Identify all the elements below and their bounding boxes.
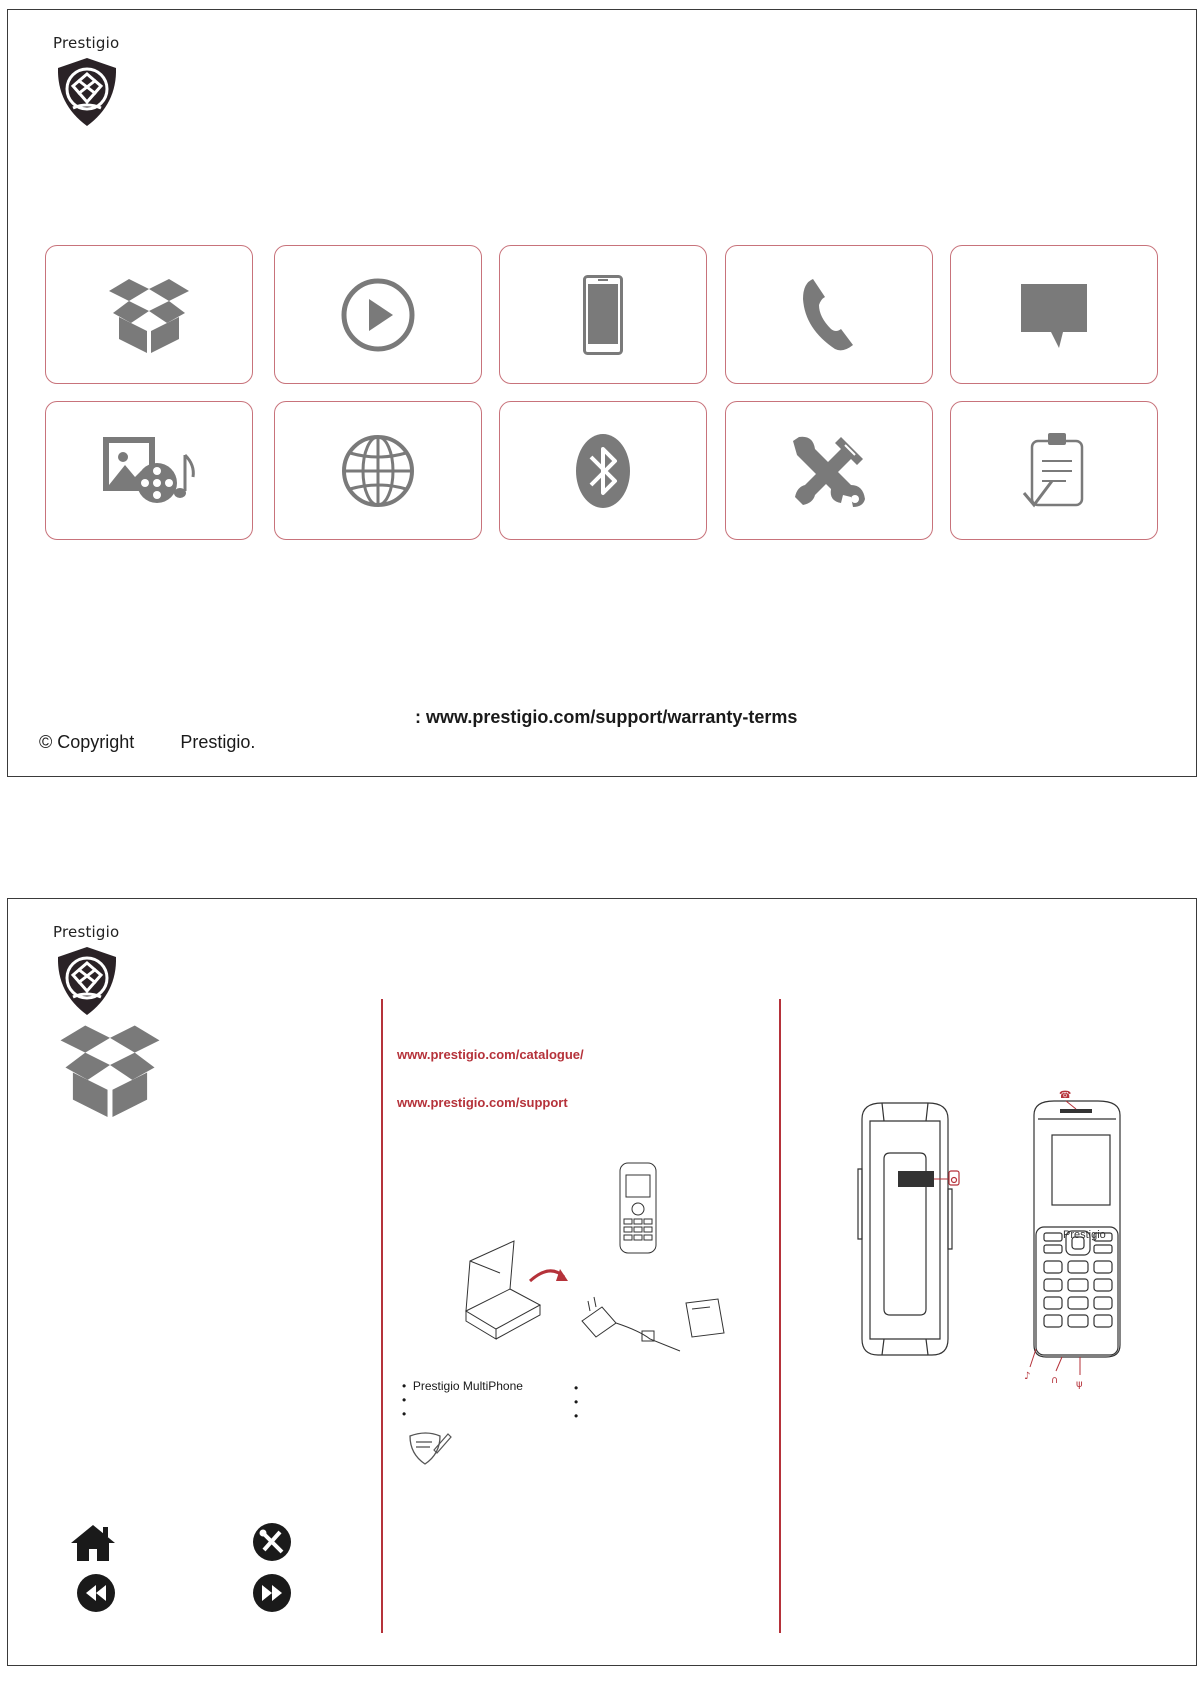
bluetooth-icon [575,433,631,509]
device-overview-illustration [848,1090,1158,1390]
speaker-grille [898,1171,934,1187]
tile-calls[interactable] [725,245,933,384]
box-icon [56,1023,164,1117]
open-box-drawing [466,1241,540,1339]
clipboard-icon [1022,431,1086,511]
tools-icon [791,433,867,509]
tile-internet[interactable] [274,401,482,540]
globe-icon [340,433,416,509]
package-contents-illustration [460,1161,730,1381]
camera-icon [949,1171,959,1185]
list-item: • [402,1393,407,1407]
brand-name: Prestigio [53,923,120,941]
warranty-prefix: : [415,707,426,727]
list-item: • [574,1381,579,1395]
warranty-url[interactable]: www.prestigio.com/support/warranty-terms [426,707,798,727]
tile-messaging[interactable] [950,245,1158,384]
tools-icon[interactable] [252,1522,292,1562]
package-list-right [574,1381,578,1423]
tile-settings[interactable] [725,401,933,540]
phone-screen-brand: Prestigio [1063,1229,1106,1241]
column-divider-right [779,999,781,1633]
catalogue-link[interactable]: www.prestigio.com/catalogue/ [397,1047,584,1062]
earpiece [1060,1109,1092,1113]
cover-page [7,9,1197,777]
package-list-left [402,1379,523,1421]
prestigio-shield-logo [54,945,120,1017]
package-item-phone: Prestigio MultiPhone [412,1379,523,1393]
fast-forward-icon[interactable] [252,1573,292,1613]
support-link[interactable]: www.prestigio.com/support [397,1095,568,1110]
phone-front-small [620,1163,656,1253]
list-item: • [574,1395,579,1409]
message-icon [1019,282,1089,348]
copyright-line [39,732,255,753]
home-icon[interactable] [69,1523,117,1563]
getting-started-page [7,898,1197,1666]
svg-text:♪: ♪ [1024,1371,1031,1382]
phone-back-drawing [858,1103,952,1355]
note-icon [408,1430,452,1466]
list-item: • [402,1407,407,1421]
svg-text:☎: ☎ [1059,1090,1072,1101]
manual-drawing [686,1299,724,1337]
column-divider-left [381,999,383,1633]
play-icon [340,277,416,353]
box-icon [109,277,189,353]
phone-icon [583,275,623,355]
list-item: • [574,1409,579,1423]
svg-text:∩: ∩ [1051,1375,1059,1386]
list-item: • Prestigio MultiPhone [402,1379,523,1393]
tile-phone[interactable] [499,245,707,384]
charger-drawing [582,1297,680,1351]
call-icon [801,277,857,353]
warranty-line [415,707,797,728]
tile-getting-started[interactable] [45,245,253,384]
tile-specifications[interactable] [950,401,1158,540]
copyright-company: Prestigio. [180,732,256,752]
multimedia-icon [101,435,197,507]
tile-basics[interactable] [274,245,482,384]
prestigio-shield-logo [54,56,120,128]
copyright-text: © Copyright [39,732,135,752]
tile-bluetooth[interactable] [499,401,707,540]
rewind-icon[interactable] [76,1573,116,1613]
svg-text:ψ: ψ [1076,1379,1083,1390]
brand-name: Prestigio [53,34,120,52]
tile-multimedia[interactable] [45,401,253,540]
